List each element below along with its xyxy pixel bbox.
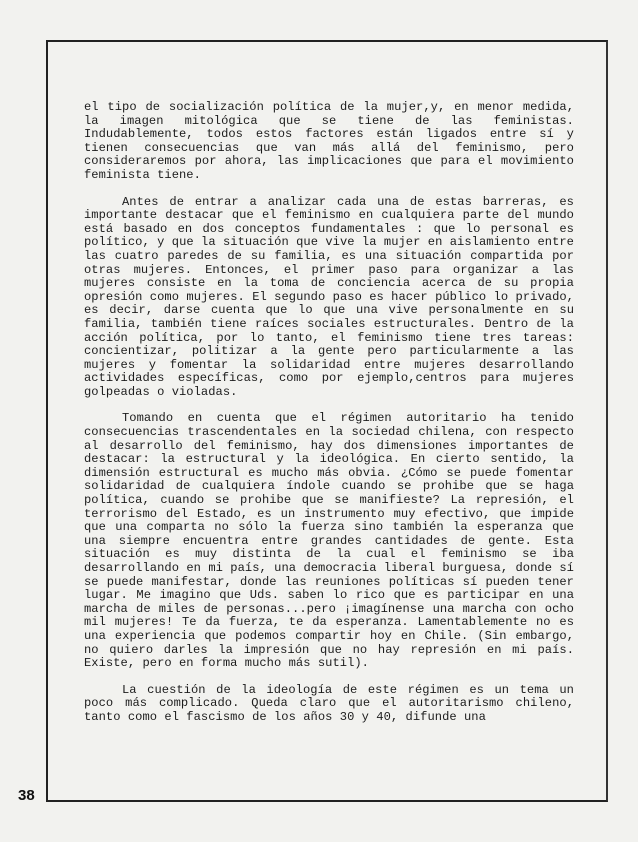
paragraph-1: el tipo de socialización política de la mujer,y, en menor medida, la imagen mitológica que se tiene de las feministas. Indudablemente, todos estos factores están ligados entre sí y tienen consecuencias que van más allá del feminismo, pero consideraremos por ahora, las implicaciones que para el movimiento feminista tiene. xyxy=(84,100,574,182)
paragraph-4: La cuestión de la ideología de este régimen es un tema un poco más complicado. Queda claro que el autoritarismo chileno, tanto como el fascismo de los años 30 y 40, difunde una xyxy=(84,682,574,724)
paragraph-3: Tomando en cuenta que el régimen autoritario ha tenido consecuencias trascendentales en la sociedad chilena, con respecto al desarrollo del feminismo, hay dos dimensiones importantes de destacar: la estructural y la ideológica. En cierto sentido, la dimensión estructural es mucho más obvia. ¿Cómo se puede fomentar solidaridad de cualquiera índole cuando se prohibe que se haga política, cuando se prohibe que se manifieste? La represión, el terrorismo del Estado, es un instrumento muy efectivo, que impide que una comparta no sólo la fuerza sino también la esperanza que una siempre encuentra entre grandes cantidades de gente. Esta situación es muy distinta de la cual el feminismo se iba desarrollando en mi país, una democracia liberal burguesa, donde sí se puede manifestar, donde las reuniones políticas sí pueden tener lugar. Me imagino que Uds. saben lo rico que es participar en una marcha de miles de personas...pero ¡imagínense una marcha con ocho mil mujeres! Te da fuerza, te da esperanza. Lamentablemente no es una experiencia que podemos compartir hoy en Chile. (Sin embargo, no quiero darles la impresión que no hay represión en mi país. Existe, pero en forma mucho más sutil). xyxy=(84,411,574,671)
body-text xyxy=(84,101,574,725)
page-number: 38 xyxy=(18,787,35,804)
paragraph-2: Antes de entrar a analizar cada una de estas barreras, es importante destacar que el feminismo en cualquiera parte del mundo está basado en dos conceptos fundamentales : que lo personal es político, y que la situación que vive la mujer en aislamiento entre las cuatro paredes de su familia, es una situación compartida por otras mujeres. Entonces, el primer paso para organizar a las mujeres consiste en la toma de conciencia acerca de su propia opresión como mujeres. El segundo paso es hacer público lo privado, es decir, darse cuenta que lo que una vive personalmente en su familia, también tiene raíces sociales estructurales. Dentro de la acción política, por lo tanto, el feminismo tiene tres tareas: concientizar, politizar a la gente pero particularmente a las mujeres y fomentar la solidaridad entre mujeres desarrollando actividades específicas, como por ejemplo,centros para mujeres golpeadas o violadas. xyxy=(84,194,574,399)
